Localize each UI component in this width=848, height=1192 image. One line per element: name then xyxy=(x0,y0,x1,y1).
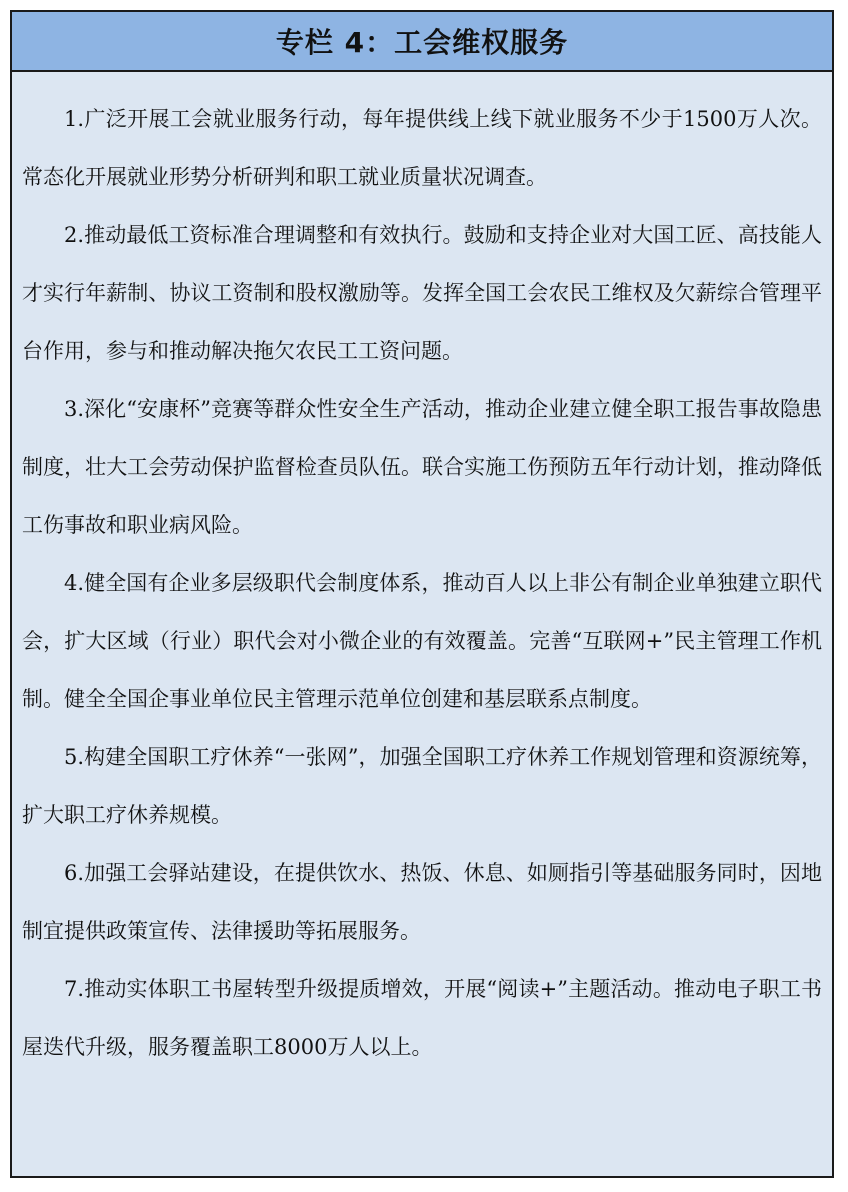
column-item-2: 2.推动最低工资标准合理调整和有效执行。鼓励和支持企业对大国工匠、高技能人才实行年薪制、协议工资制和股权激励等。发挥全国工会农民工维权及欠薪综合管理平台作用，参与和推动解决拖欠农民工工资问题。 xyxy=(22,223,822,363)
column-title: 专栏 4：工会维权服务 xyxy=(12,12,832,72)
column-item-6: 6.加强工会驿站建设，在提供饮水、热饭、休息、如厕指引等基础服务同时，因地制宜提供政策宣传、法律援助等拓展服务。 xyxy=(22,861,822,943)
column-body xyxy=(12,72,832,1076)
column-item-1: 1.广泛开展工会就业服务行动，每年提供线上线下就业服务不少于1500万人次。常态化开展就业形势分析研判和职工就业质量状况调查。 xyxy=(22,107,822,189)
column-item-3: 3.深化“安康杯”竞赛等群众性安全生产活动，推动企业建立健全职工报告事故隐患制度，壮大工会劳动保护监督检查员队伍。联合实施工伤预防五年行动计划，推动降低工伤事故和职业病风险。 xyxy=(22,397,822,537)
column-item-7: 7.推动实体职工书屋转型升级提质增效，开展“阅读+”主题活动。推动电子职工书屋迭代升级，服务覆盖职工8000万人以上。 xyxy=(22,977,822,1059)
column-item-5: 5.构建全国职工疗休养“一张网”，加强全国职工疗休养工作规划管理和资源统筹，扩大职工疗休养规模。 xyxy=(22,745,822,827)
column-item-4: 4.健全国有企业多层级职代会制度体系，推动百人以上非公有制企业单独建立职代会，扩大区域（行业）职代会对小微企业的有效覆盖。完善“互联网+”民主管理工作机制。健全全国企事业单位民主管理示范单位创建和基层联系点制度。 xyxy=(22,571,822,711)
column-box xyxy=(10,10,834,1178)
